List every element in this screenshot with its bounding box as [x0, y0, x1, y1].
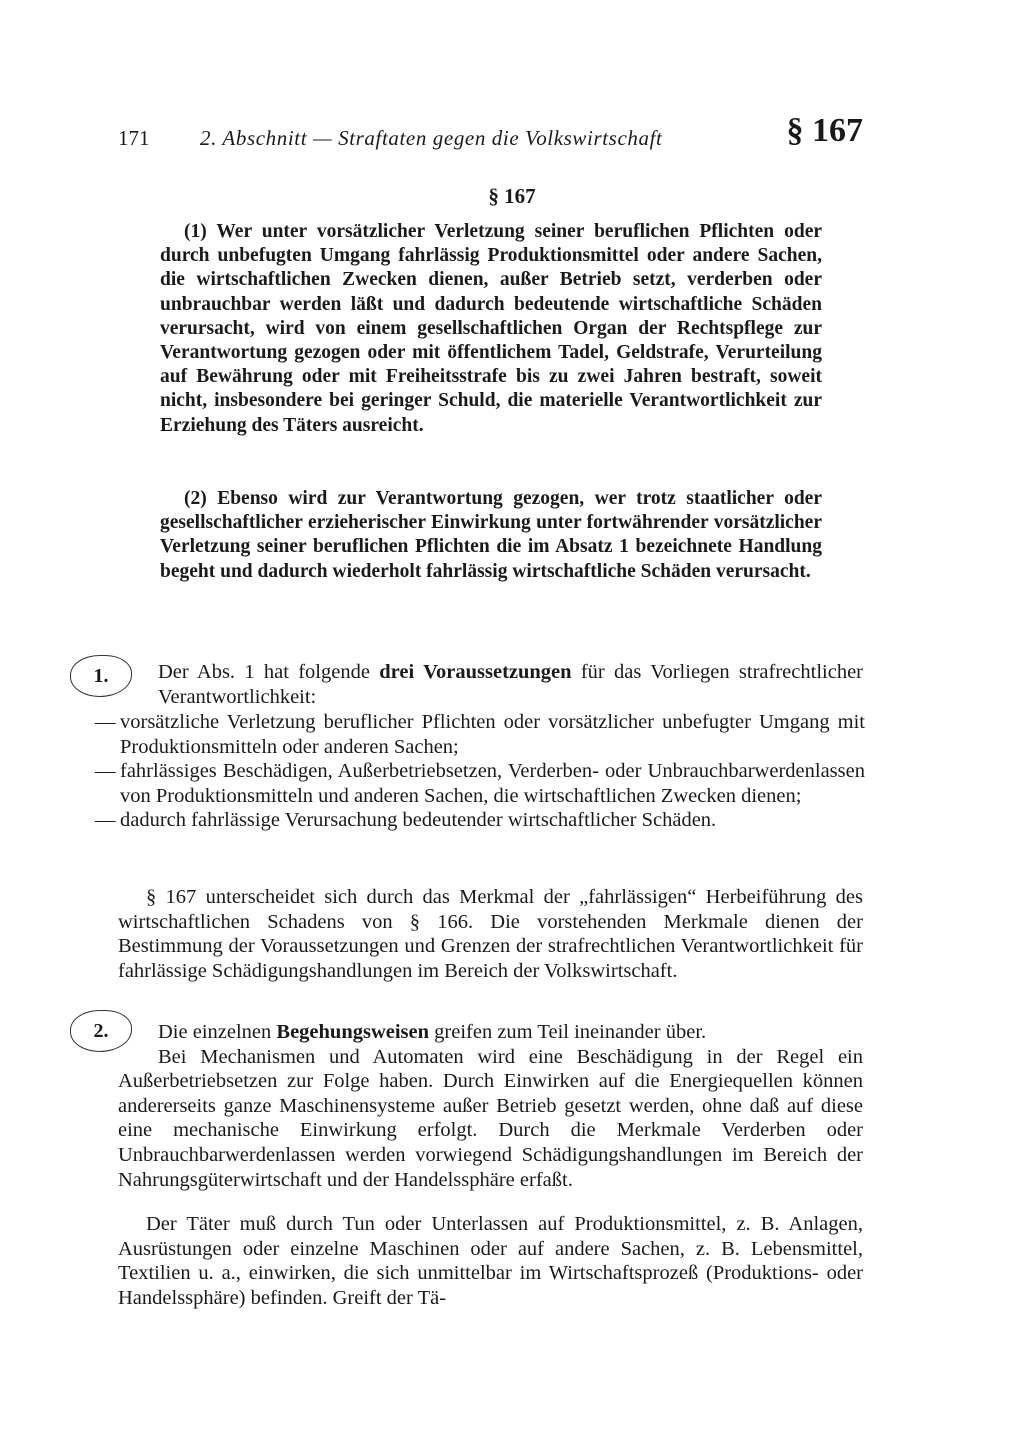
- margin-note-number-2: 2.: [70, 1010, 132, 1052]
- list-item: [95, 710, 865, 759]
- page-number: 171: [118, 126, 150, 150]
- margin-note-number-1: 1.: [70, 655, 132, 697]
- list-item-text: vorsätzliche Verletzung beruflicher Pflichten oder vorsätzlicher unbefugter Umgang mit Produktionsmitteln oder anderen Sachen;: [120, 711, 865, 758]
- running-header: [118, 112, 863, 160]
- section-heading: § 167: [488, 184, 536, 208]
- law-paragraph-1: (1) Wer unter vorsätzlicher Verletzung seiner beruflichen Pflichten oder durch unbefugten Umgang fahrlässig Produktionsmittel oder andere Sachen, die wirtschaftlichen Zwecken dienen, außer Betrieb setzt, verderben oder unbrauchbar werden läßt und dadurch bedeutende wirtschaftliche Schäden verursacht, wird von einem gesellschaftlichen Organ der Rechtspflege zur Verantwortung gezogen oder mit öffentlichem Tadel, Geldstrafe, Verurteilung auf Bewährung oder mit Freiheitsstrafe bis zu zwei Jahren bestraft, soweit nicht, insbesondere bei geringer Schuld, die materielle Verantwortlichkeit zur Erziehung des Täters ausreicht.: [160, 221, 822, 436]
- dash-marker: —: [95, 809, 116, 832]
- dash-marker: —: [95, 760, 116, 783]
- commentary-1-intro-tail: für das Vorliegen strafrechtlicher Verantwortlichkeit:: [158, 661, 863, 708]
- commentary-1-intro-emphasis: drei Voraussetzungen: [379, 661, 572, 683]
- requirements-list: [95, 710, 865, 833]
- list-item-text: dadurch fahrlässige Verursachung bedeutender wirtschaftlicher Schäden.: [120, 809, 717, 832]
- commentary-2-paragraph: Der Täter muß durch Tun oder Unterlassen auf Produktionsmittel, z. B. Anlagen, Ausrüstungen oder einzelne Maschinen oder auf andere Sachen, z. B. Lebensmittel, Textilien u. a., einwirken, die sich unmittelbar im Wirtschaftsprozeß (Produktions- oder Handelssphäre) befinden. Greift der Tä-: [118, 1213, 863, 1309]
- commentary-2-body: Bei Mechanismen und Automaten wird eine Beschädigung in der Regel ein Außerbetriebsetzen zur Folge haben. Durch Einwirken auf die Energiequellen können andererseits ganze Maschinensysteme außer Betrieb gesetzt werden, ohne daß auf diese eine mechanische Einwirkung erfolgt. Durch die Merkmale Verderben oder Unbrauchbarwerdenlassen werden vorwiegend Schädigungshandlungen im Bereich der Nahrungsgüterwirtschaft und der Handelssphäre erfaßt.: [118, 1045, 863, 1191]
- commentary-2-intro-text: Die einzelnen: [158, 1021, 277, 1043]
- chapter-title: 2. Abschnitt — Straftaten gegen die Volkswirtschaft: [200, 126, 663, 150]
- commentary-1-paragraph: § 167 unterscheidet sich durch das Merkmal der „fahrlässigen“ Herbeiführung des wirtschaftlichen Schadens von § 166. Die vorstehenden Merkmale dienen der Bestimmung der Voraussetzungen und Grenzen der strafrechtlichen Verantwortlichkeit für fahrlässige Schädigungshandlungen im Bereich der Volkswirtschaft.: [118, 886, 863, 982]
- list-item-text: fahrlässiges Beschädigen, Außerbetriebsetzen, Verderben- oder Unbrauchbarwerdenlassen von Produktionsmitteln und anderen Sachen, die wirtschaftlichen Zwecken dienen;: [120, 760, 865, 807]
- commentary-2-intro-emphasis: Begehungsweisen: [276, 1021, 430, 1043]
- section-label: § 167: [786, 112, 863, 149]
- commentary-1-intro: [118, 660, 863, 709]
- list-item: [95, 808, 865, 833]
- commentary-1-intro-text: Der Abs. 1 hat folgende: [158, 661, 380, 683]
- commentary-2-intro-tail: greifen zum Teil ineinander über.: [429, 1021, 707, 1043]
- law-paragraph-2: (2) Ebenso wird zur Verantwortung gezogen, wer trotz staatlicher oder gesellschaftlicher erzieherischer Einwirkung unter fortwährender vorsätzlicher Verletzung seiner beruflichen Pflichten die im Absatz 1 bezeichnete Handlung begeht und dadurch wiederholt fahrlässig wirtschaftliche Schäden verursacht.: [160, 488, 822, 582]
- dash-marker: —: [95, 711, 116, 733]
- commentary-2-intro: [118, 1020, 863, 1192]
- list-item: [95, 759, 865, 808]
